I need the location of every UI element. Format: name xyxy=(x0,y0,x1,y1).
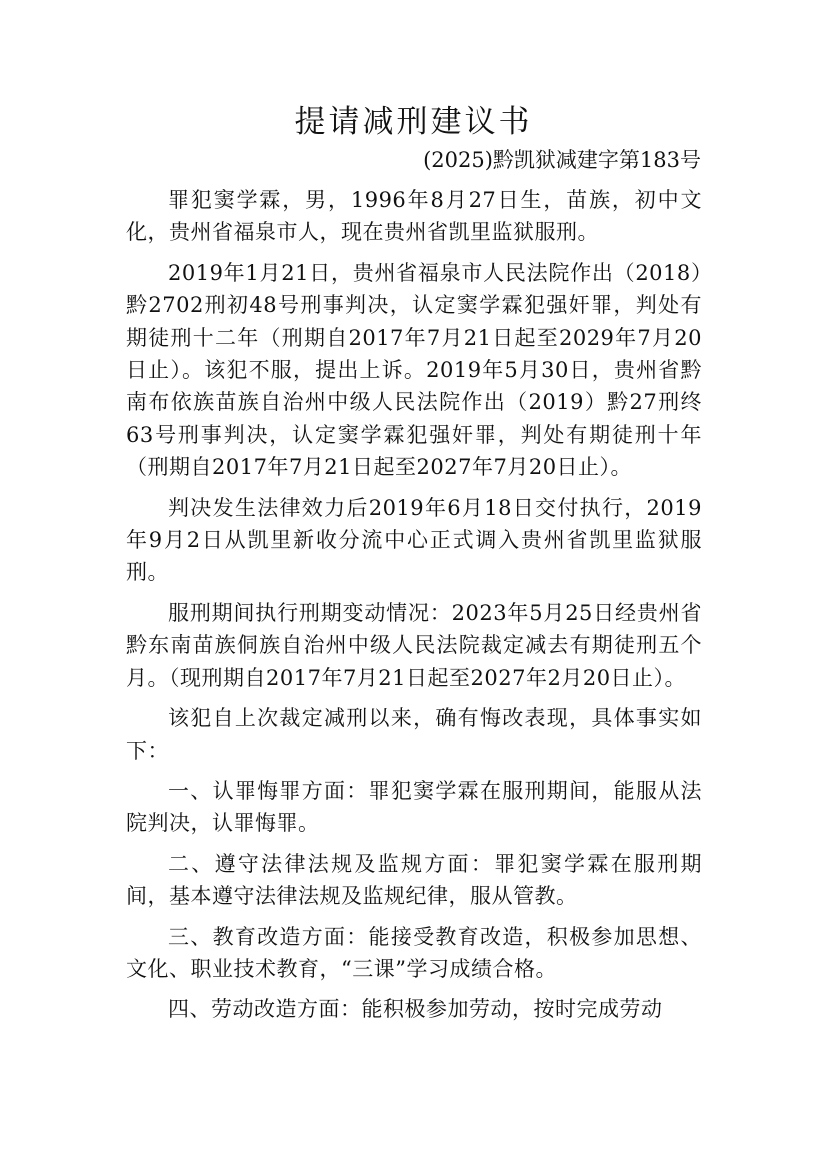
paragraph-point-3: 三、教育改造方面：能接受教育改造，积极参加思想、文化、职业技术教育，“三课”学习成绩合格。 xyxy=(126,924,702,981)
paragraph-judgment-history: 2019年1月21日，贵州省福泉市人民法院作出（2018）黔2702刑初48号刑事判决，认定窦学霖犯强奸罪，判处有期徒刑十二年（刑期自2017年7月21日起至2029年7月20日止）。该犯不服，提出上诉。2019年5月30日，贵州省黔南布依族苗族自治州中级人民法院作出（2019）黔27刑终63号刑事判决，认定窦学霖犯强奸罪，判处有期徒刑十年（刑期自2017年7月21日起至2027年7月20日止）。 xyxy=(126,260,702,480)
paragraph-point-4: 四、劳动改造方面：能积极参加劳动，按时完成劳动 xyxy=(168,997,663,1022)
paragraph-offender-info: 罪犯窦学霖，男，1996年8月27日生，苗族，初中文化，贵州省福泉市人，现在贵州省凯里监狱服刑。 xyxy=(126,188,702,245)
paragraph-execution: 判决发生法律效力后2019年6月18日交付执行，2019年9月2日从凯里新收分流中心正式调入贵州省凯里监狱服刑。 xyxy=(126,495,702,585)
document-body xyxy=(126,184,702,1034)
paragraph-point-1: 一、认罪悔罪方面：罪犯窦学霖在服刑期间，能服从法院判决，认罪悔罪。 xyxy=(126,778,702,836)
document-title: 提请减刑建议书 xyxy=(294,104,533,140)
paragraph-sentence-change: 服刑期间执行刑期变动情况：2023年5月25日经贵州省黔东南苗族侗族自治州中级人民法院裁定减去有期徒刑五个月。（现刑期自2017年7月21日起至2027年2月20日止）。 xyxy=(126,600,702,690)
document-number: (2025)黔凯狱减建字第183号 xyxy=(423,148,701,172)
paragraph-point-2: 二、遵守法律法规及监规方面：罪犯窦学霖在服刑期间，基本遵守法律法规及监规纪律，服从管教。 xyxy=(126,851,702,909)
paragraph-repentance-intro: 该犯自上次裁定减刑以来，确有悔改表现，具体事实如下： xyxy=(126,706,702,763)
